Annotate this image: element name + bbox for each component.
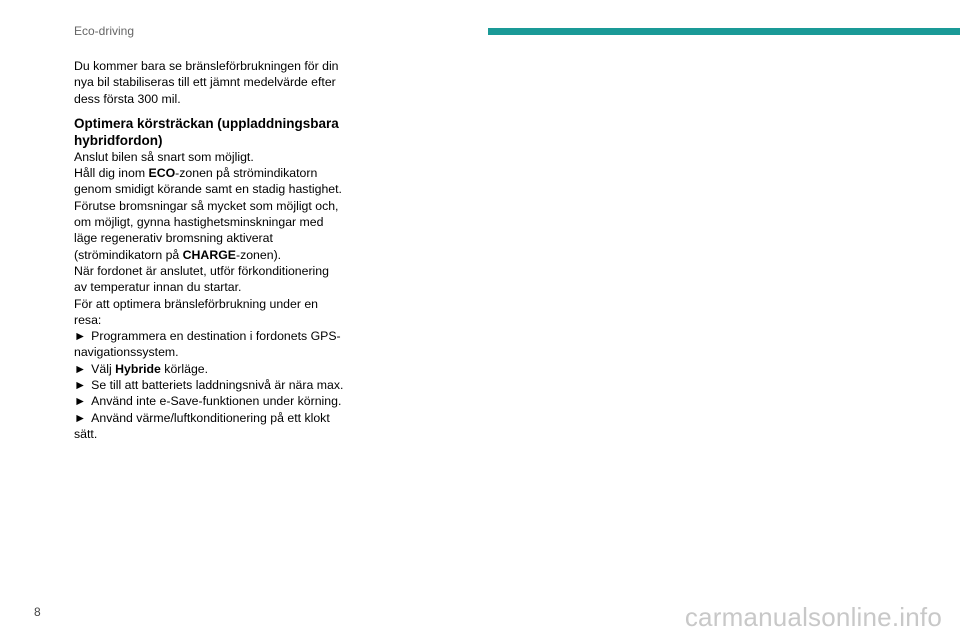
p2-post: -zonen på strömindikatorn genom smidigt körande samt en stadig hastighet. — [74, 166, 342, 197]
bullet-1-text: Programmera en destination i fordonets GPS-navigationssystem. — [74, 329, 341, 360]
text-column — [74, 58, 344, 442]
arrow-icon: ► — [74, 361, 87, 376]
arrow-icon: ► — [74, 378, 87, 393]
eco-label: ECO — [148, 166, 176, 181]
paragraph-3 — [74, 198, 344, 263]
page-number: 8 — [34, 605, 41, 619]
p3-post: -zonen). — [235, 247, 282, 262]
bullet-3 — [74, 377, 344, 393]
paragraph-2 — [74, 165, 344, 198]
arrow-icon: ► — [74, 329, 87, 344]
bullet-5-text: Använd värme/luftkonditionering på ett klokt sätt. — [74, 410, 330, 441]
bullet-1 — [74, 328, 344, 361]
arrow-icon: ► — [74, 410, 87, 425]
charge-label: CHARGE — [182, 247, 236, 262]
bullet-5 — [74, 410, 344, 443]
intro-paragraph: Du kommer bara se bränsleförbrukningen för din nya bil stabiliseras till ett jämnt medelvärde efter dess första 300 mil. — [74, 59, 339, 106]
bullet-4-text: Använd inte e-Save-funktionen under körning. — [91, 394, 342, 409]
accent-bar — [488, 28, 960, 35]
bullet-4 — [74, 393, 344, 409]
p2-pre: Håll dig inom — [74, 166, 149, 181]
arrow-icon: ► — [74, 394, 87, 409]
bullet-3-text: Se till att batteriets laddningsnivå är nära max. — [91, 378, 344, 393]
paragraph-1: Anslut bilen så snart som möjligt. — [74, 149, 254, 164]
paragraph-4: När fordonet är anslutet, utför förkonditionering av temperatur innan du startar. — [74, 263, 329, 295]
watermark: carmanualsonline.info — [684, 602, 942, 632]
p3-pre: Förutse bromsningar så mycket som möjligt och, om möjligt, gynna hastighetsminskningar med läge regenerativ bromsning aktiverat (strömindikatorn på — [74, 198, 339, 262]
bullet-2 — [74, 361, 344, 377]
bullet-2-post: körläge. — [160, 361, 209, 376]
section-heading: Optimera körsträckan (uppladdningsbara hybridfordon) — [74, 115, 339, 148]
section-header: Eco-driving — [74, 24, 135, 38]
hybride-label: Hybride — [115, 361, 161, 376]
bullet-2-pre: Välj — [91, 361, 116, 376]
paragraph-5: För att optimera bränsleförbrukning under en resa: — [74, 296, 319, 327]
